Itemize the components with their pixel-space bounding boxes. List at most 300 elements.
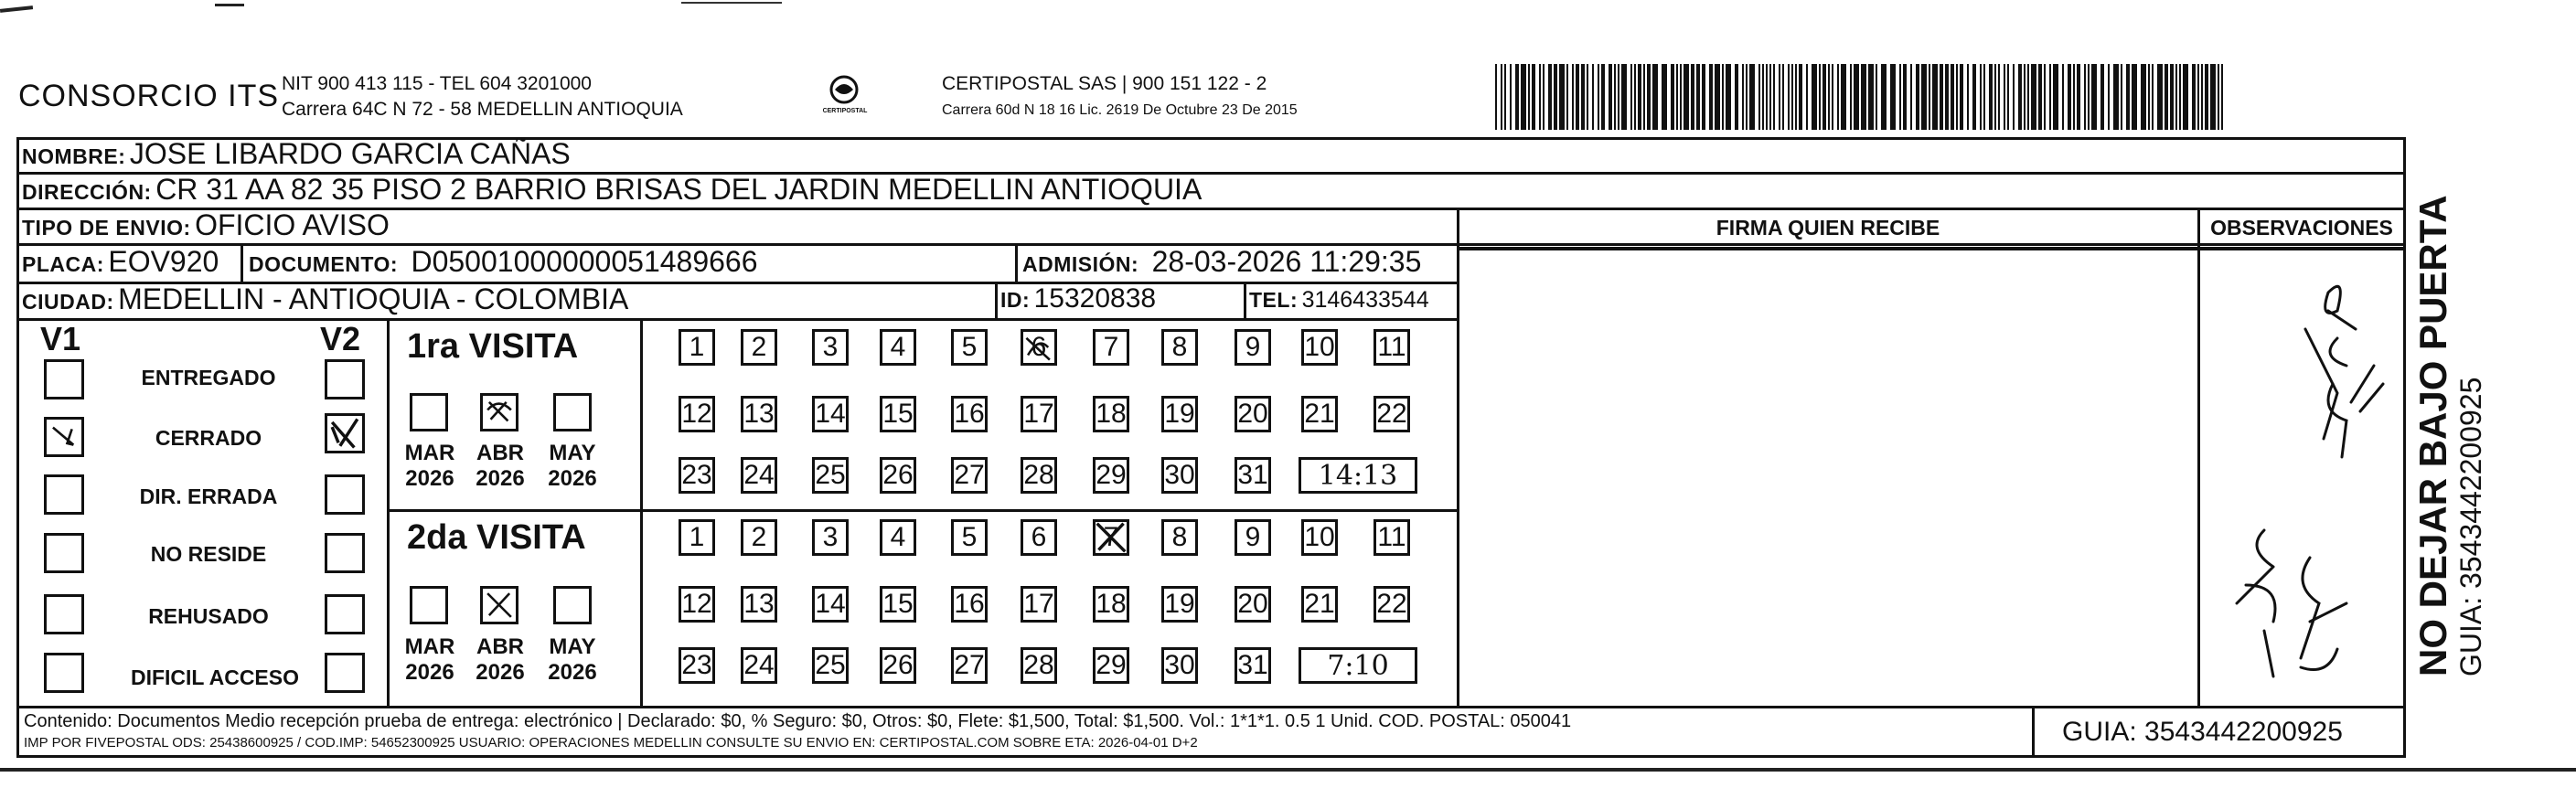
barcode-bar xyxy=(1795,64,1797,130)
barcode-bar xyxy=(1696,64,1700,130)
barcode-bar xyxy=(1822,64,1826,130)
barcode-bar xyxy=(1854,64,1859,130)
v2-day-21[interactable]: 21 xyxy=(1301,586,1338,623)
v1-day-22[interactable]: 22 xyxy=(1374,396,1410,432)
check-mark-icon xyxy=(47,420,81,454)
barcode-bar xyxy=(1643,64,1645,130)
barcode-bar xyxy=(2013,64,2015,130)
barcode-bar xyxy=(2192,64,2196,130)
second-visit-title: 2da VISITA xyxy=(407,518,586,557)
observation-text-2 xyxy=(2200,258,2202,259)
row-line xyxy=(387,509,1459,512)
v2-day-4[interactable]: 4 xyxy=(880,519,916,556)
v2-day-22[interactable]: 22 xyxy=(1374,586,1410,623)
barcode-bar xyxy=(2152,64,2154,130)
barcode-bar xyxy=(1758,64,1760,130)
month-year: 2026 xyxy=(548,660,597,685)
v1-day-26[interactable]: 26 xyxy=(880,457,916,494)
v2-dificil-acceso-checkbox[interactable] xyxy=(325,653,365,693)
barcode-bar xyxy=(1951,64,1954,130)
v2-month-may-checkbox[interactable] xyxy=(553,586,592,624)
v2-day-29[interactable]: 29 xyxy=(1093,647,1129,684)
month-name: MAR xyxy=(404,634,455,659)
barcode-bar xyxy=(2164,64,2168,130)
v2-month-mar-checkbox[interactable] xyxy=(410,586,448,624)
side-warning xyxy=(2412,165,2487,676)
certipostal-license: Carrera 60d N 18 16 Lic. 2619 De Octubre 23 De 2015 xyxy=(942,102,1298,118)
month-year: 2026 xyxy=(476,466,525,491)
barcode-bar xyxy=(1495,64,1497,130)
barcode-bar xyxy=(2068,64,2071,130)
v1-day-7[interactable]: 7 xyxy=(1093,329,1129,366)
v2-rehusado-checkbox[interactable] xyxy=(325,594,365,634)
status-rehusado: REHUSADO xyxy=(148,604,269,628)
col-line xyxy=(1244,282,1246,318)
v2-day-28[interactable]: 28 xyxy=(1021,647,1057,684)
documento-label: DOCUMENTO: xyxy=(249,252,399,276)
barcode-bar xyxy=(1515,64,1519,130)
v2-day-19[interactable]: 19 xyxy=(1161,586,1198,623)
ciudad-value: MEDELLIN - ANTIOQUIA - COLOMBIA xyxy=(118,282,629,315)
barcode-bar xyxy=(2088,64,2090,130)
barcode-bar xyxy=(1702,64,1705,130)
barcode-bar xyxy=(1910,64,1912,130)
barcode-bar xyxy=(1788,64,1790,130)
certipostal-logo-text: CERTIPOSTAL xyxy=(822,108,868,114)
v2-day-12[interactable]: 12 xyxy=(679,586,715,623)
barcode-bar xyxy=(1601,64,1605,130)
barcode-bar xyxy=(1554,64,1557,130)
col-line xyxy=(1457,208,1459,706)
v1-day-4[interactable]: 4 xyxy=(880,329,916,366)
barcode-bar xyxy=(1921,64,1927,130)
barcode-bar xyxy=(1967,64,1969,130)
v2-day-26[interactable]: 26 xyxy=(880,647,916,684)
nombre-value: JOSE LIBARDO GARCIA CAÑAS xyxy=(129,137,571,170)
barcode-bar xyxy=(1715,64,1720,130)
barcode-bar xyxy=(1994,64,1996,130)
barcode-bar xyxy=(2018,64,2022,130)
v2-day-10[interactable]: 10 xyxy=(1301,519,1338,556)
barcode-bar xyxy=(1566,64,1568,130)
status-entregado: ENTREGADO xyxy=(141,366,276,389)
barcode-bar xyxy=(2027,64,2029,130)
v1-day-23[interactable]: 23 xyxy=(679,457,715,494)
v2-day-31[interactable]: 31 xyxy=(1235,647,1271,684)
v1-day-15[interactable]: 15 xyxy=(880,396,916,432)
tel-cell xyxy=(1249,287,1429,314)
direccion-row xyxy=(22,173,1202,207)
status-no-reside: NO RESIDE xyxy=(150,542,267,566)
barcode-bar xyxy=(2205,64,2208,130)
barcode-bar xyxy=(1691,64,1694,130)
v1-month-mar-checkbox[interactable] xyxy=(410,393,448,431)
barcode-bar xyxy=(1769,64,1771,130)
barcode-bar xyxy=(2201,64,2203,130)
barcode-bar xyxy=(1806,64,1808,130)
barcode-bar xyxy=(1501,64,1502,130)
check-mark-icon xyxy=(327,416,362,451)
barcode-bar xyxy=(2218,64,2219,130)
col-line xyxy=(1015,243,1018,282)
barcode-bar xyxy=(1581,64,1585,130)
barcode-bar xyxy=(1903,64,1907,130)
barcode-bar xyxy=(1598,64,1599,130)
month-name: MAY xyxy=(549,634,596,659)
barcode-bar xyxy=(1683,64,1689,130)
barcode-bar xyxy=(1671,64,1674,130)
v1-day-25[interactable]: 25 xyxy=(812,457,849,494)
barcode-bar xyxy=(1504,64,1506,130)
v1-day-5[interactable]: 5 xyxy=(951,329,988,366)
barcode-bar xyxy=(2148,64,2150,130)
v1-day-24[interactable]: 24 xyxy=(741,457,777,494)
barcode-bar xyxy=(1559,64,1565,130)
no-dejar-bajo-puerta: NO DEJAR BAJO PUERTA xyxy=(2411,195,2454,676)
barcode-bar xyxy=(1841,64,1846,130)
barcode-bar xyxy=(1773,64,1775,130)
barcode-bar xyxy=(1634,64,1636,130)
frame-bottom xyxy=(16,755,2406,758)
firma-header: FIRMA QUIEN RECIBE xyxy=(1716,216,1940,240)
frame-left xyxy=(16,137,19,757)
direccion-label: DIRECCIÓN: xyxy=(22,180,152,204)
v2-day-9[interactable]: 9 xyxy=(1235,519,1271,556)
ciudad-label: CIUDAD: xyxy=(22,290,114,314)
barcode-graphic xyxy=(1495,64,2227,130)
v2-day-13[interactable]: 13 xyxy=(741,586,777,623)
row-line xyxy=(16,706,2405,708)
barcode xyxy=(1495,64,2227,130)
barcode-bar xyxy=(2175,64,2177,130)
v1-day-1[interactable]: 1 xyxy=(679,329,715,366)
v2-day-18[interactable]: 18 xyxy=(1093,586,1129,623)
v1-day-10[interactable]: 10 xyxy=(1301,329,1338,366)
v2-day-17[interactable]: 17 xyxy=(1021,586,1057,623)
tel-label: TEL: xyxy=(1249,288,1299,312)
barcode-bar xyxy=(1779,64,1780,130)
barcode-bar xyxy=(1726,64,1731,130)
status-dificil-acceso: DIFICIL ACCESO xyxy=(130,666,299,689)
check-mark-icon xyxy=(483,396,516,429)
barcode-bar xyxy=(1539,64,1541,130)
barcode-bar xyxy=(2062,64,2064,130)
barcode-bar xyxy=(1881,64,1887,130)
barcode-bar xyxy=(1587,64,1588,130)
status-dir-errada: DIR. ERRADA xyxy=(139,485,278,508)
v1-month-may-label xyxy=(545,441,600,492)
barcode-bar xyxy=(1899,64,1901,130)
barcode-bar xyxy=(1989,64,1993,130)
frame-right xyxy=(2403,137,2406,757)
barcode-bar xyxy=(2031,64,2036,130)
nombre-row xyxy=(22,137,571,171)
month-name: MAY xyxy=(549,441,596,465)
v2-day-1[interactable]: 1 xyxy=(679,519,715,556)
placa-value: EOV920 xyxy=(108,245,219,278)
barcode-bar xyxy=(1832,64,1833,130)
v1-day-20[interactable]: 20 xyxy=(1235,396,1271,432)
footer-guia: GUIA: 3543442200925 xyxy=(2062,717,2343,747)
barcode-bar xyxy=(2157,64,2163,130)
barcode-bar xyxy=(1799,64,1802,130)
barcode-bar xyxy=(1510,64,1512,130)
barcode-bar xyxy=(1621,64,1627,130)
v1-dir-errada-checkbox[interactable] xyxy=(44,474,84,515)
v2-month-abr-label xyxy=(473,634,528,686)
barcode-bar xyxy=(1572,64,1574,130)
barcode-bar xyxy=(1548,64,1552,130)
v1-label: V1 xyxy=(40,320,81,357)
barcode-bar xyxy=(1972,64,1976,130)
barcode-bar xyxy=(2197,64,2199,130)
barcode-bar xyxy=(2049,64,2051,130)
barcode-bar xyxy=(2004,64,2005,130)
v1-day-19[interactable]: 19 xyxy=(1161,396,1198,432)
v1-day-14[interactable]: 14 xyxy=(812,396,849,432)
v1-day-9[interactable]: 9 xyxy=(1235,329,1271,366)
barcode-bar xyxy=(1647,64,1651,130)
barcode-bar xyxy=(2210,64,2216,130)
observation-handwriting xyxy=(2200,256,2403,704)
status-cerrado: CERRADO xyxy=(155,426,262,450)
barcode-bar xyxy=(1945,64,1949,130)
v2-day-11[interactable]: 11 xyxy=(1374,519,1410,556)
barcode-bar xyxy=(1791,64,1793,130)
barcode-bar xyxy=(1980,64,1982,130)
barcode-bar xyxy=(1819,64,1821,130)
tipo-row xyxy=(22,208,390,242)
barcode-bar xyxy=(2126,64,2130,130)
observation-text-1 xyxy=(2200,256,2205,257)
barcode-bar xyxy=(2100,64,2104,130)
v1-day-21[interactable]: 21 xyxy=(1301,396,1338,432)
v1-day-28[interactable]: 28 xyxy=(1021,457,1057,494)
v2-day-7[interactable]: 7 xyxy=(1093,519,1129,556)
barcode-bar xyxy=(2113,64,2119,130)
barcode-bar xyxy=(1929,64,1930,130)
barcode-bar xyxy=(1960,64,1963,130)
barcode-bar xyxy=(1861,64,1866,130)
admision-label: ADMISIÓN: xyxy=(1022,252,1139,276)
scan-mark xyxy=(681,2,782,4)
barcode-bar xyxy=(1746,64,1748,130)
barcode-bar xyxy=(2084,64,2086,130)
barcode-bar xyxy=(2132,64,2137,130)
v2-day-20[interactable]: 20 xyxy=(1235,586,1271,623)
barcode-bar xyxy=(1890,64,1896,130)
v1-day-27[interactable]: 27 xyxy=(951,457,988,494)
v1-day-2[interactable]: 2 xyxy=(741,329,777,366)
v2-cerrado-checkbox[interactable] xyxy=(325,413,365,453)
v1-day-16[interactable]: 16 xyxy=(951,396,988,432)
nombre-label: NOMBRE: xyxy=(22,144,126,168)
month-year: 2026 xyxy=(476,660,525,685)
barcode-bar xyxy=(1850,64,1852,130)
certipostal-logo xyxy=(817,71,871,124)
tel-value: 3146433544 xyxy=(1301,287,1429,313)
v2-entregado-checkbox[interactable] xyxy=(325,359,365,399)
id-value: 15320838 xyxy=(1033,283,1157,314)
placa-label: PLACA: xyxy=(22,252,104,276)
barcode-bar xyxy=(1638,64,1641,130)
v1-time[interactable]: 14:13 xyxy=(1299,457,1417,494)
first-visit-title: 1ra VISITA xyxy=(407,327,579,366)
v1-day-18[interactable]: 18 xyxy=(1093,396,1129,432)
v2-month-may-label xyxy=(545,634,600,686)
id-label: ID: xyxy=(1000,288,1031,312)
v2-day-8[interactable]: 8 xyxy=(1161,519,1198,556)
v2-day-5[interactable]: 5 xyxy=(951,519,988,556)
admision-value: 28-03-2026 11:29:35 xyxy=(1151,245,1422,278)
tipo-label: TIPO DE ENVIO: xyxy=(22,216,191,240)
barcode-bar xyxy=(2170,64,2174,130)
barcode-bar xyxy=(1521,64,1526,130)
day-mark-icon xyxy=(1023,332,1054,363)
bottom-scan-line xyxy=(0,768,2576,772)
v2-day-27[interactable]: 27 xyxy=(951,647,988,684)
v2-no-reside-checkbox[interactable] xyxy=(325,533,365,573)
barcode-bar xyxy=(1940,64,1943,130)
v1-day-11[interactable]: 11 xyxy=(1374,329,1410,366)
barcode-bar xyxy=(1722,64,1724,130)
barcode-bar xyxy=(1868,64,1874,130)
barcode-bar xyxy=(2007,64,2009,130)
barcode-bar xyxy=(2073,64,2075,130)
v2-day-25[interactable]: 25 xyxy=(812,647,849,684)
v2-day-15[interactable]: 15 xyxy=(880,586,916,623)
row-line xyxy=(16,318,1459,321)
v1-day-30[interactable]: 30 xyxy=(1161,457,1198,494)
barcode-bar xyxy=(1932,64,1938,130)
barcode-bar xyxy=(2141,64,2146,130)
day-mark-icon xyxy=(1096,522,1127,553)
documento-value: D05001000000051489666 xyxy=(411,245,758,278)
barcode-bar xyxy=(1998,64,2000,130)
v2-day-3[interactable]: 3 xyxy=(812,519,849,556)
v1-day-3[interactable]: 3 xyxy=(812,329,849,366)
barcode-bar xyxy=(1766,64,1768,130)
barcode-bar xyxy=(1983,64,1985,130)
footer-content: Contenido: Documentos Medio recepción prueba de entrega: electrónico | Declarado: $0, % Seguro: $0, Otros: $0, Flete: $1,500, Total: $1,500. Vol.: 1*1*1. 0.5 1 Unid. COD. POSTAL: 050041 xyxy=(24,711,1572,731)
v2-label: V2 xyxy=(320,320,361,357)
barcode-bar xyxy=(2077,64,2080,130)
v1-dificil-acceso-checkbox[interactable] xyxy=(44,653,84,693)
barcode-bar xyxy=(1543,64,1545,130)
v2-month-abr-checkbox[interactable] xyxy=(480,586,518,624)
month-name: ABR xyxy=(476,441,524,465)
check-mark-icon xyxy=(483,589,516,622)
month-year: 2026 xyxy=(405,660,454,685)
placa-cell xyxy=(22,245,219,279)
month-name: ABR xyxy=(476,634,524,659)
v1-day-13[interactable]: 13 xyxy=(741,396,777,432)
v2-day-23[interactable]: 23 xyxy=(679,647,715,684)
barcode-bar xyxy=(2044,64,2046,130)
tipo-value: OFICIO AVISO xyxy=(195,208,390,241)
barcode-bar xyxy=(1749,64,1755,130)
visit-divider xyxy=(640,318,643,706)
barcode-bar xyxy=(1618,64,1619,130)
barcode-bar xyxy=(1592,64,1594,130)
v1-no-reside-checkbox[interactable] xyxy=(44,533,84,573)
v1-month-may-checkbox[interactable] xyxy=(553,393,592,431)
barcode-bar xyxy=(1709,64,1713,130)
v1-month-abr-checkbox[interactable] xyxy=(480,393,518,431)
barcode-bar xyxy=(1876,64,1877,130)
col-line xyxy=(240,243,243,282)
v2-day-16[interactable]: 16 xyxy=(951,586,988,623)
barcode-bar xyxy=(1630,64,1632,130)
company-name: CONSORCIO ITS xyxy=(18,79,280,113)
v1-day-6[interactable]: 6 xyxy=(1021,329,1057,366)
side-guia: GUIA: 3543442200925 xyxy=(2454,377,2487,676)
v2-time[interactable]: 7:10 xyxy=(1299,647,1417,684)
v1-month-mar-label xyxy=(402,441,457,492)
company-address: Carrera 64C N 72 - 58 MEDELLIN ANTIOQUIA xyxy=(282,99,683,120)
handwriting-graphic xyxy=(2200,256,2403,704)
v1-day-17[interactable]: 17 xyxy=(1021,396,1057,432)
company-nit: NIT 900 413 115 - TEL 604 3201000 xyxy=(282,73,592,94)
barcode-bar xyxy=(2024,64,2026,130)
barcode-bar xyxy=(1532,64,1535,130)
documento-cell xyxy=(249,245,758,279)
v1-cerrado-checkbox[interactable] xyxy=(44,417,84,457)
v2-dir-errada-checkbox[interactable] xyxy=(325,474,365,515)
v2-month-mar-label xyxy=(402,634,457,686)
barcode-bar xyxy=(1652,64,1658,130)
col-line xyxy=(995,282,998,318)
v2-day-6[interactable]: 6 xyxy=(1021,519,1057,556)
certipostal-logo-icon xyxy=(817,71,871,124)
admision-cell xyxy=(1022,245,1421,279)
v1-day-12[interactable]: 12 xyxy=(679,396,715,432)
barcode-bar xyxy=(1609,64,1612,130)
certipostal-info: CERTIPOSTAL SAS | 900 151 122 - 2 xyxy=(942,73,1267,94)
barcode-bar xyxy=(2038,64,2042,130)
barcode-bar xyxy=(2221,64,2223,130)
v1-day-31[interactable]: 31 xyxy=(1235,457,1271,494)
barcode-bar xyxy=(1782,64,1784,130)
v1-entregado-checkbox[interactable] xyxy=(44,359,84,399)
barcode-bar xyxy=(1576,64,1579,130)
v1-day-29[interactable]: 29 xyxy=(1093,457,1129,494)
barcode-bar xyxy=(1828,64,1830,130)
ciudad-cell xyxy=(22,282,628,316)
v1-month-abr-label xyxy=(473,441,528,492)
col-line xyxy=(2032,706,2035,755)
v2-day-24[interactable]: 24 xyxy=(741,647,777,684)
barcode-bar xyxy=(2091,64,2097,130)
barcode-bar xyxy=(1916,64,1919,130)
v1-rehusado-checkbox[interactable] xyxy=(44,594,84,634)
footer-imp: IMP POR FIVEPOSTAL ODS: 25438600925 / COD.IMP: 54652300925 USUARIO: OPERACIONES MEDELLIN CONSULTE SU ENVIO EN: CERTIPOSTAL.COM SOBRE ETA: 2026-04-01 D+2 xyxy=(24,735,1198,751)
month-name: MAR xyxy=(404,441,455,465)
month-year: 2026 xyxy=(405,466,454,491)
scan-mark xyxy=(215,4,244,6)
barcode-bar xyxy=(1614,64,1616,130)
v2-day-14[interactable]: 14 xyxy=(812,586,849,623)
id-cell xyxy=(1000,283,1156,314)
v2-day-2[interactable]: 2 xyxy=(741,519,777,556)
barcode-bar xyxy=(1735,64,1738,130)
barcode-bar xyxy=(2053,64,2058,130)
v1-day-8[interactable]: 8 xyxy=(1161,329,1198,366)
col-line xyxy=(387,318,390,706)
barcode-bar xyxy=(2183,64,2188,130)
v2-day-30[interactable]: 30 xyxy=(1161,647,1198,684)
month-year: 2026 xyxy=(548,466,597,491)
